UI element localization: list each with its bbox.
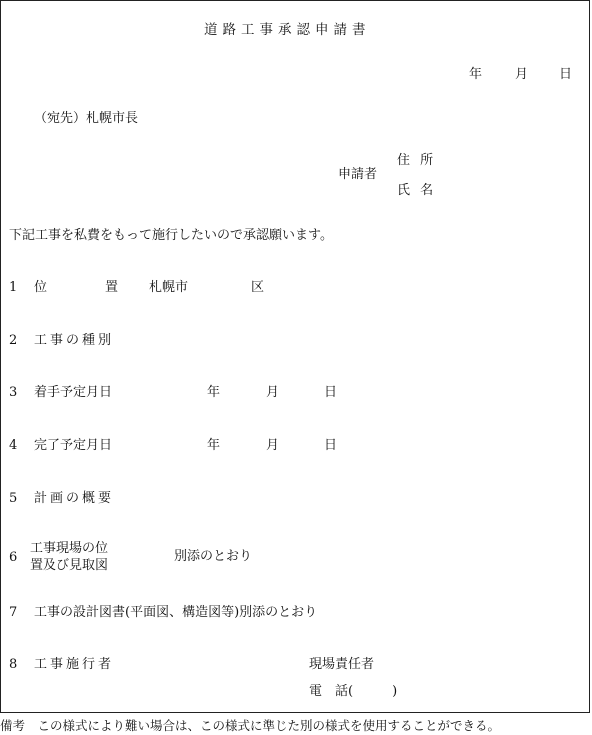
date-month: 月 bbox=[515, 67, 529, 82]
item-6-value: 別添のとおり bbox=[174, 549, 253, 564]
item-8-phone: 電 話( ) bbox=[309, 684, 398, 699]
item-6-label-line1: 工事現場の位 bbox=[30, 541, 109, 556]
item-8-site-manager: 現場責任者 bbox=[309, 657, 375, 672]
remark-note: 備考 この様式により難い場合は、この様式に準じた別の様式を使用することができる。 bbox=[0, 718, 501, 733]
date-day: 日 bbox=[559, 67, 573, 82]
addressee: （宛先）札幌市長 bbox=[34, 111, 139, 126]
item-3-label: 着手予定月日 bbox=[34, 385, 113, 400]
item-5-label: 計画の概要 bbox=[34, 491, 115, 506]
item-1-number: 1 bbox=[9, 280, 18, 295]
item-7-number: 7 bbox=[9, 605, 18, 620]
item-4-year: 年 bbox=[207, 438, 221, 453]
form-title: 道路工事承認申請書 bbox=[204, 22, 371, 38]
item-2-label: 工事の種別 bbox=[34, 333, 115, 348]
item-8-number: 8 bbox=[9, 657, 18, 672]
item-8-label: 工事施行者 bbox=[34, 657, 115, 672]
item-5-number: 5 bbox=[9, 491, 18, 506]
item-6-number: 6 bbox=[9, 550, 18, 565]
item-1-ward: 区 bbox=[251, 280, 265, 295]
applicant-name-label: 氏 名 bbox=[397, 183, 437, 198]
item-6-label-line2: 置及び見取図 bbox=[30, 558, 109, 573]
item-4-number: 4 bbox=[9, 438, 18, 453]
item-7-label: 工事の設計図書(平面図、構造図等)別添のとおり bbox=[34, 605, 318, 620]
item-3-year: 年 bbox=[207, 385, 221, 400]
item-4-day: 日 bbox=[324, 438, 338, 453]
item-4-month: 月 bbox=[266, 438, 280, 453]
item-1-city: 札幌市 bbox=[149, 280, 189, 295]
item-3-month: 月 bbox=[266, 385, 280, 400]
item-2-number: 2 bbox=[9, 333, 18, 348]
item-1-label-b: 置 bbox=[105, 280, 119, 295]
item-3-number: 3 bbox=[9, 385, 18, 400]
date-year: 年 bbox=[469, 67, 483, 82]
applicant-address-label: 住 所 bbox=[397, 153, 437, 168]
item-3-day: 日 bbox=[324, 385, 338, 400]
item-4-label: 完了予定月日 bbox=[34, 438, 113, 453]
item-1-label-a: 位 bbox=[34, 280, 48, 295]
applicant-label: 申請者 bbox=[338, 167, 378, 182]
intro-text: 下記工事を私費をもって施行したいので承認願います。 bbox=[9, 228, 333, 243]
